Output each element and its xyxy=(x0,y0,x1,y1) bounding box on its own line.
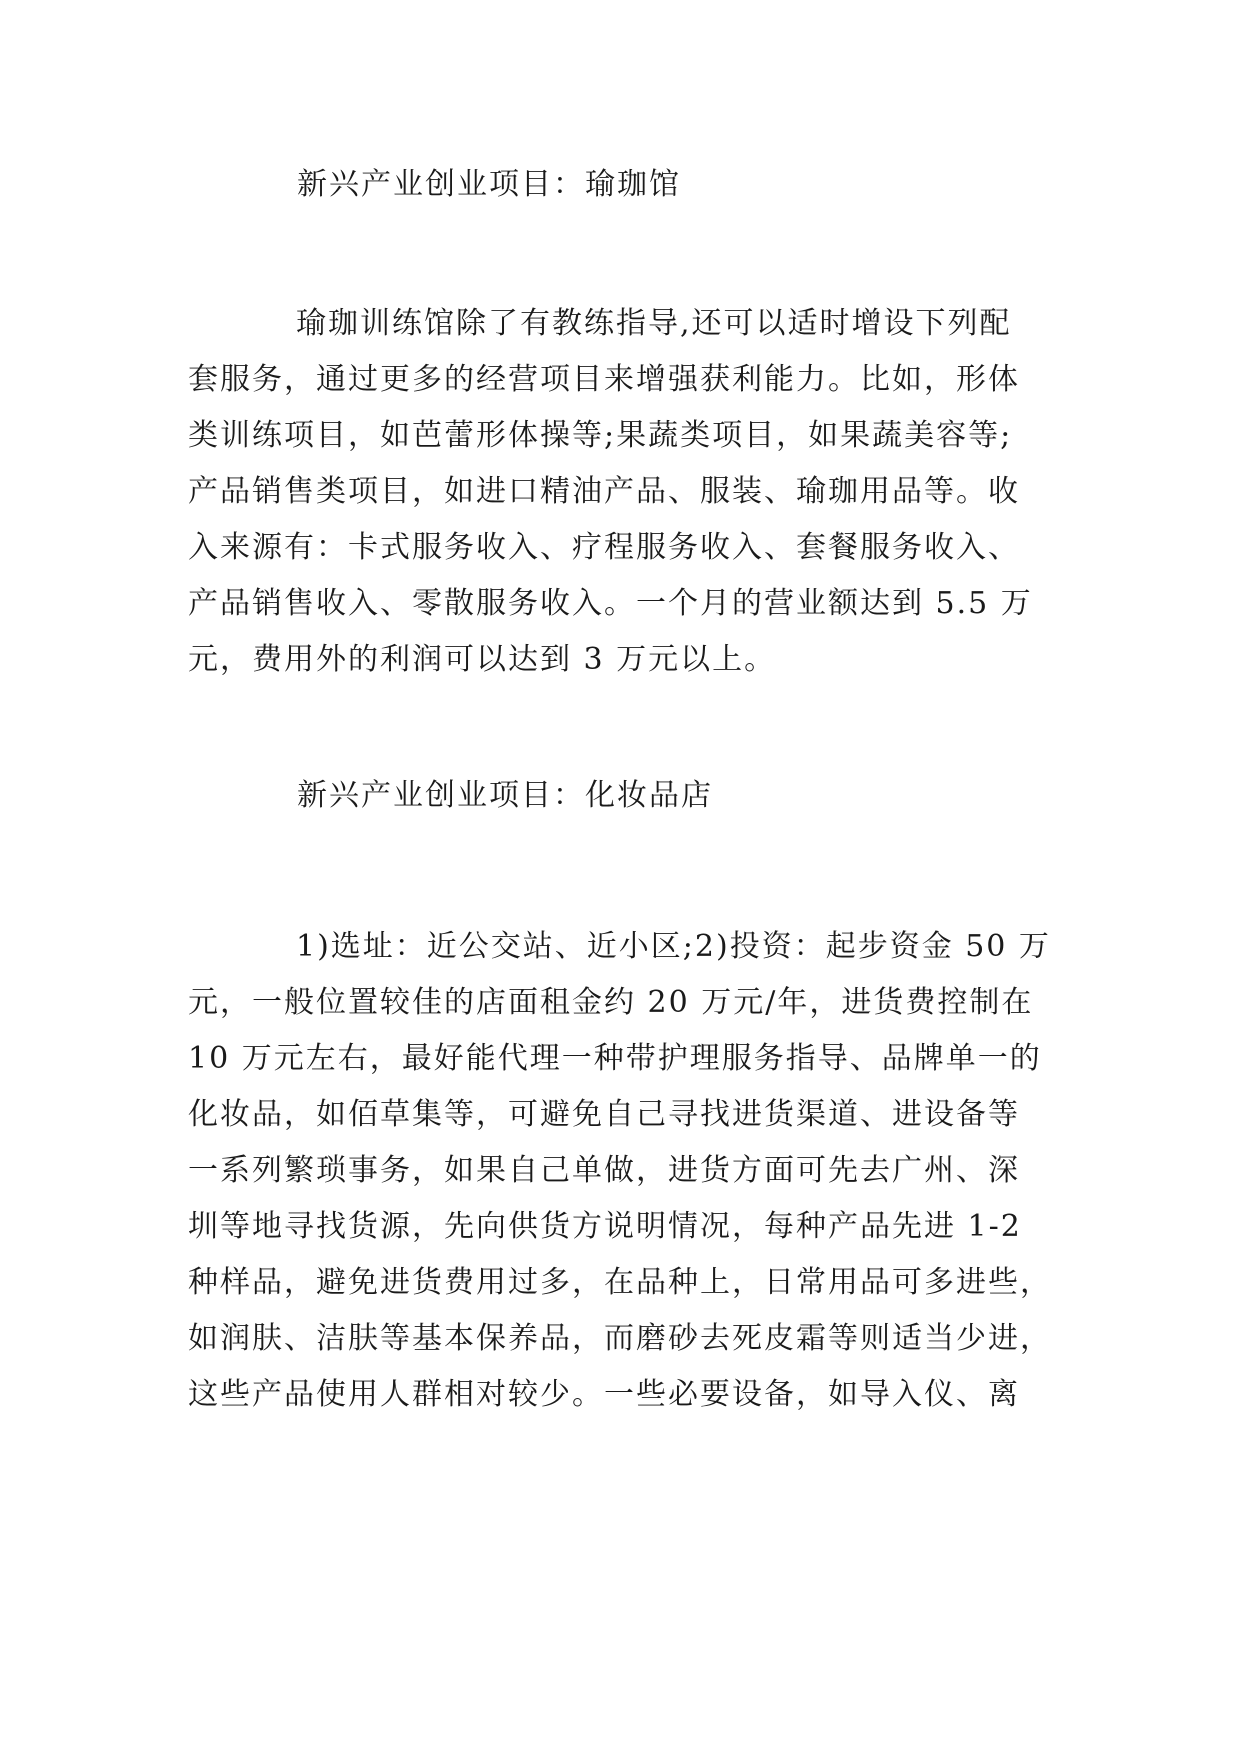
section-paragraph-yoga xyxy=(188,296,1068,688)
paragraph-line: 如润肤、洁肤等基本保养品，而磨砂去死皮霜等则适当少进， xyxy=(188,1321,1052,1356)
paragraph-line: 这些产品使用人群相对较少。一些必要设备，如导入仪、离 xyxy=(188,1377,1020,1412)
paragraph-line: 类训练项目，如芭蕾形体操等;果蔬类项目，如果蔬美容等; xyxy=(188,418,1013,453)
paragraph-line: 圳等地寻找货源，先向供货方说明情况，每种产品先进 1-2 xyxy=(188,1209,1022,1244)
paragraph-line: 产品销售收入、零散服务收入。一个月的营业额达到 5.5 万 xyxy=(188,586,1033,621)
section-paragraph-cosmetics xyxy=(188,919,1068,1423)
paragraph-line: 套服务，通过更多的经营项目来增强获利能力。比如，形体 xyxy=(188,362,1020,397)
section-heading-yoga: 新兴产业创业项目：瑜珈馆 xyxy=(297,167,681,202)
paragraph-line: 种样品，避免进货费用过多，在品种上，日常用品可多进些， xyxy=(188,1265,1052,1300)
paragraph-line: 10 万元左右，最好能代理一种带护理服务指导、品牌单一的 xyxy=(188,1041,1042,1076)
paragraph-line: 元，一般位置较佳的店面租金约 20 万元/年，进货费控制在 xyxy=(188,985,1034,1020)
paragraph-line: 1)选址：近公交站、近小区;2)投资：起步资金 50 万 xyxy=(296,929,1051,964)
paragraph-line: 产品销售类项目，如进口精油产品、服装、瑜珈用品等。收 xyxy=(188,474,1020,509)
paragraph-line: 元，费用外的利润可以达到 3 万元以上。 xyxy=(188,642,777,677)
paragraph-line: 化妆品，如佰草集等，可避免自己寻找进货渠道、进设备等 xyxy=(188,1097,1020,1132)
paragraph-line: 入来源有：卡式服务收入、疗程服务收入、套餐服务收入、 xyxy=(188,530,1020,565)
paragraph-line: 一系列繁琐事务，如果自己单做，进货方面可先去广州、深 xyxy=(188,1153,1020,1188)
paragraph-line: 瑜珈训练馆除了有教练指导,还可以适时增设下列配 xyxy=(296,306,1012,341)
section-heading-cosmetics: 新兴产业创业项目：化妆品店 xyxy=(297,778,713,813)
